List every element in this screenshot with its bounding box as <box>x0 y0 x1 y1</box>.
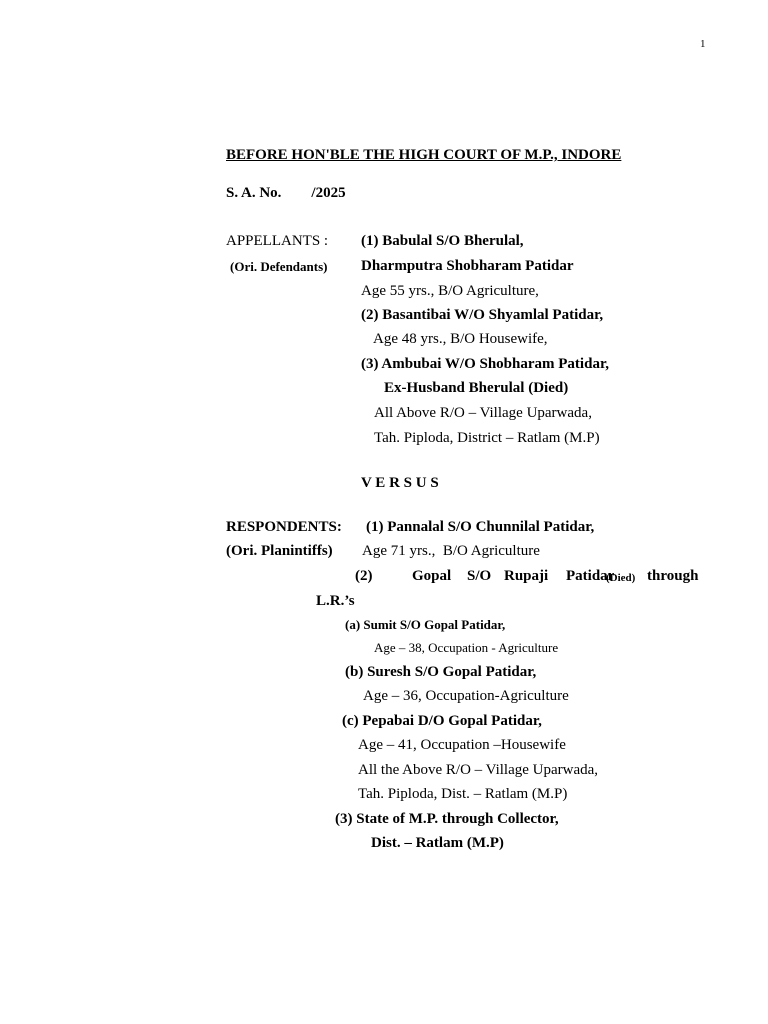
lr-b-name: (b) Suresh S/O Gopal Patidar, <box>345 664 537 680</box>
respondent-2-word-4: Patidar <box>566 568 615 584</box>
lr-c-details: Age – 41, Occupation –Housewife <box>358 737 566 753</box>
respondent-2-died: (Died) <box>606 572 636 584</box>
appellants-address-2: Tah. Piploda, District – Ratlam (M.P) <box>374 430 600 446</box>
appellants-role: (Ori. Defendants) <box>230 259 328 274</box>
versus-label: V E R S U S <box>361 475 439 491</box>
appellant-2-details: Age 48 yrs., B/O Housewife, <box>373 331 548 347</box>
lr-c-name: (c) Pepabai D/O Gopal Patidar, <box>342 713 542 729</box>
respondent-2-through: through <box>647 568 699 584</box>
respondent-2-number: (2) <box>355 568 373 584</box>
case-number: S. A. No. /2025 <box>226 185 346 201</box>
appellant-1-details: Age 55 yrs., B/O Agriculture, <box>361 283 539 299</box>
appellant-1-name: (1) Babulal S/O Bherulal, <box>361 233 524 249</box>
lr-a-details: Age – 38, Occupation - Agriculture <box>374 640 559 655</box>
respondent-1-name: (1) Pannalal S/O Chunnilal Patidar, <box>366 519 595 535</box>
appellant-3-name: (3) Ambubai W/O Shobharam Patidar, <box>361 356 609 372</box>
respondents-address-2: Tah. Piploda, Dist. – Ratlam (M.P) <box>358 786 568 802</box>
appellant-1-name-cont: Dharmputra Shobharam Patidar <box>361 258 574 274</box>
respondent-2-word-3: Rupaji <box>504 568 549 584</box>
appellant-3-name-cont: Ex-Husband Bherulal (Died) <box>384 380 569 396</box>
court-heading: BEFORE HON'BLE THE HIGH COURT OF M.P., INDORE <box>226 147 622 163</box>
appellant-2-name: (2) Basantibai W/O Shyamlal Patidar, <box>361 307 604 323</box>
respondent-1-details: Age 71 yrs., B/O Agriculture <box>362 543 540 559</box>
appellants-address-1: All Above R/O – Village Uparwada, <box>374 405 592 421</box>
respondent-2-word-1: Gopal <box>412 568 452 584</box>
lr-b-details: Age – 36, Occupation-Agriculture <box>363 688 569 704</box>
respondents-address-1: All the Above R/O – Village Uparwada, <box>358 762 599 778</box>
respondent-3-name: (3) State of M.P. through Collector, <box>335 811 559 827</box>
page-number: 1 <box>700 38 706 50</box>
lr-a-name: (a) Sumit S/O Gopal Patidar, <box>345 617 506 632</box>
respondent-2-lrs: L.R.’s <box>316 593 355 609</box>
respondents-role: (Ori. Planintiffs) <box>226 543 333 559</box>
appellants-label: APPELLANTS : <box>226 233 329 249</box>
respondents-label: RESPONDENTS: <box>226 519 342 535</box>
respondent-2-word-2: S/O <box>467 568 492 584</box>
respondent-3-cont: Dist. – Ratlam (M.P) <box>371 835 504 851</box>
